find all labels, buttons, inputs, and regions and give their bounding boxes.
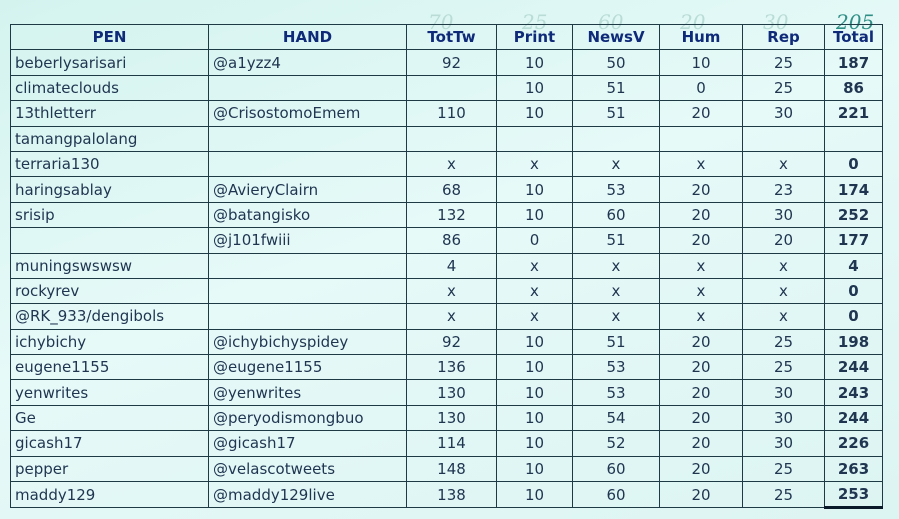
cell-print: 10 [497,50,573,75]
cell-total: 221 [825,101,883,126]
cell-hum: 20 [660,405,743,430]
cell-hum: 20 [660,482,743,508]
cell-tottw: 92 [407,50,497,75]
table-row [11,482,883,508]
cell-hum: 10 [660,50,743,75]
table-row [11,126,883,151]
cell-rep: 25 [743,355,825,380]
cell-print: 10 [497,380,573,405]
cell-newsv [573,126,660,151]
cell-pen: Ge [11,405,209,430]
cell-print [497,126,573,151]
cell-rep: 30 [743,405,825,430]
cell-total: 86 [825,75,883,100]
cell-hum: 20 [660,202,743,227]
cell-pen: ichybichy [11,329,209,354]
cell-hand: @ichybichyspidey [209,329,407,354]
cell-hum: 20 [660,431,743,456]
cell-pen: @RK_933/dengibols [11,304,209,329]
cell-pen: climateclouds [11,75,209,100]
cell-newsv: 53 [573,380,660,405]
cell-tottw: x [407,151,497,176]
cell-tottw: 130 [407,380,497,405]
cell-newsv: 60 [573,482,660,508]
cell-tottw: 136 [407,355,497,380]
handwritten-hum-max: 20 [680,10,706,34]
cell-tottw: 68 [407,177,497,202]
cell-pen: rockyrev [11,278,209,303]
cell-rep: x [743,253,825,278]
cell-pen: beberlysarisari [11,50,209,75]
cell-rep: 25 [743,482,825,508]
cell-hum: 20 [660,355,743,380]
cell-total: 244 [825,355,883,380]
cell-newsv: 60 [573,202,660,227]
cell-hand: @maddy129live [209,482,407,508]
cell-print: 10 [497,75,573,100]
cell-tottw [407,126,497,151]
table-row [11,431,883,456]
cell-total: 243 [825,380,883,405]
cell-tottw: 92 [407,329,497,354]
cell-newsv: x [573,278,660,303]
cell-total: 244 [825,405,883,430]
header-pen: PEN [11,25,209,50]
cell-hand [209,75,407,100]
cell-hum: 20 [660,329,743,354]
cell-tottw: 114 [407,431,497,456]
cell-hum [660,126,743,151]
cell-hand [209,151,407,176]
table-row [11,253,883,278]
cell-newsv: 50 [573,50,660,75]
header-hum: Hum [660,25,743,50]
cell-tottw: 86 [407,228,497,253]
cell-total [825,126,883,151]
cell-print: 10 [497,355,573,380]
cell-pen: yenwrites [11,380,209,405]
cell-rep: 25 [743,50,825,75]
cell-hum: x [660,151,743,176]
table-row [11,75,883,100]
cell-hand: @yenwrites [209,380,407,405]
cell-newsv: 54 [573,405,660,430]
cell-hum: 20 [660,101,743,126]
cell-hand: @a1yzz4 [209,50,407,75]
cell-print: x [497,278,573,303]
cell-newsv: 51 [573,101,660,126]
table-row [11,151,883,176]
cell-print: 0 [497,228,573,253]
cell-total: 0 [825,278,883,303]
cell-total: 177 [825,228,883,253]
cell-newsv: 60 [573,456,660,481]
cell-pen: maddy129 [11,482,209,508]
cell-newsv: 51 [573,329,660,354]
cell-hum: x [660,278,743,303]
cell-hum: x [660,304,743,329]
cell-print: x [497,151,573,176]
cell-newsv: 53 [573,355,660,380]
cell-newsv: x [573,253,660,278]
cell-print: 10 [497,177,573,202]
cell-rep: 25 [743,329,825,354]
cell-pen: gicash17 [11,431,209,456]
header-hand: HAND [209,25,407,50]
header-rep: Rep [743,25,825,50]
cell-pen: terraria130 [11,151,209,176]
cell-print: x [497,304,573,329]
cell-print: 10 [497,405,573,430]
cell-hand [209,253,407,278]
cell-rep: 25 [743,75,825,100]
cell-newsv: 51 [573,228,660,253]
handwritten-rep-max: 30 [763,10,789,34]
table-row [11,304,883,329]
cell-rep [743,126,825,151]
cell-rep: 30 [743,202,825,227]
cell-print: 10 [497,456,573,481]
cell-pen: 13thletterr [11,101,209,126]
cell-hand: @eugene1155 [209,355,407,380]
cell-total: 253 [825,482,883,508]
table-row [11,50,883,75]
table-row [11,202,883,227]
cell-total: 187 [825,50,883,75]
cell-rep: 20 [743,228,825,253]
cell-tottw: 110 [407,101,497,126]
handwritten-print-max: 25 [522,10,548,34]
cell-hum: 20 [660,228,743,253]
cell-tottw: 138 [407,482,497,508]
table-row [11,380,883,405]
cell-hand [209,278,407,303]
handwritten-newsv-max: 60 [598,10,624,34]
cell-pen: eugene1155 [11,355,209,380]
cell-newsv: x [573,304,660,329]
cell-print: 10 [497,101,573,126]
cell-hand: @peryodismongbuo [209,405,407,430]
cell-rep: 30 [743,431,825,456]
cell-pen: srisip [11,202,209,227]
cell-total: 0 [825,151,883,176]
table-row [11,177,883,202]
scores-table [10,24,883,509]
cell-hand [209,126,407,151]
cell-print: 10 [497,329,573,354]
cell-total: 0 [825,304,883,329]
cell-newsv: 52 [573,431,660,456]
header-tottw: TotTw [407,25,497,50]
cell-tottw: 4 [407,253,497,278]
cell-hand: @velascotweets [209,456,407,481]
cell-rep: x [743,151,825,176]
cell-total: 4 [825,253,883,278]
cell-hand: @AvieryClairn [209,177,407,202]
cell-hand [209,304,407,329]
table-row [11,228,883,253]
table-row [11,405,883,430]
handwritten-tottw-max: 70 [428,10,454,34]
cell-hum: 20 [660,380,743,405]
header-newsv: NewsV [573,25,660,50]
cell-rep: 30 [743,101,825,126]
table-row [11,355,883,380]
cell-tottw: 148 [407,456,497,481]
handwritten-total-max: 205 [836,10,875,34]
cell-hand: @batangisko [209,202,407,227]
cell-tottw: 130 [407,405,497,430]
cell-pen: haringsablay [11,177,209,202]
cell-newsv: x [573,151,660,176]
cell-hand: @j101fwiii [209,228,407,253]
cell-pen: muningswswsw [11,253,209,278]
cell-newsv: 53 [573,177,660,202]
cell-hum: 20 [660,177,743,202]
table-row [11,329,883,354]
table-row [11,101,883,126]
header-total: Total [825,25,883,50]
cell-hum: 20 [660,456,743,481]
cell-tottw: 132 [407,202,497,227]
cell-pen [11,228,209,253]
cell-tottw [407,75,497,100]
cell-hand: @CrisostomoEmem [209,101,407,126]
cell-newsv: 51 [573,75,660,100]
cell-pen: pepper [11,456,209,481]
table-row [11,278,883,303]
cell-rep: 23 [743,177,825,202]
cell-total: 252 [825,202,883,227]
cell-tottw: x [407,278,497,303]
table-body [11,50,883,508]
cell-total: 263 [825,456,883,481]
cell-rep: x [743,304,825,329]
cell-tottw: x [407,304,497,329]
cell-print: 10 [497,482,573,508]
cell-rep: 30 [743,380,825,405]
cell-total: 198 [825,329,883,354]
cell-print: x [497,253,573,278]
header-print: Print [497,25,573,50]
cell-hum: 0 [660,75,743,100]
cell-rep: x [743,278,825,303]
cell-hand: @gicash17 [209,431,407,456]
cell-print: 10 [497,202,573,227]
cell-hum: x [660,253,743,278]
cell-rep: 25 [743,456,825,481]
cell-total: 226 [825,431,883,456]
table-row [11,456,883,481]
header-row [11,25,883,50]
cell-print: 10 [497,431,573,456]
cell-pen: tamangpalolang [11,126,209,151]
cell-total: 174 [825,177,883,202]
